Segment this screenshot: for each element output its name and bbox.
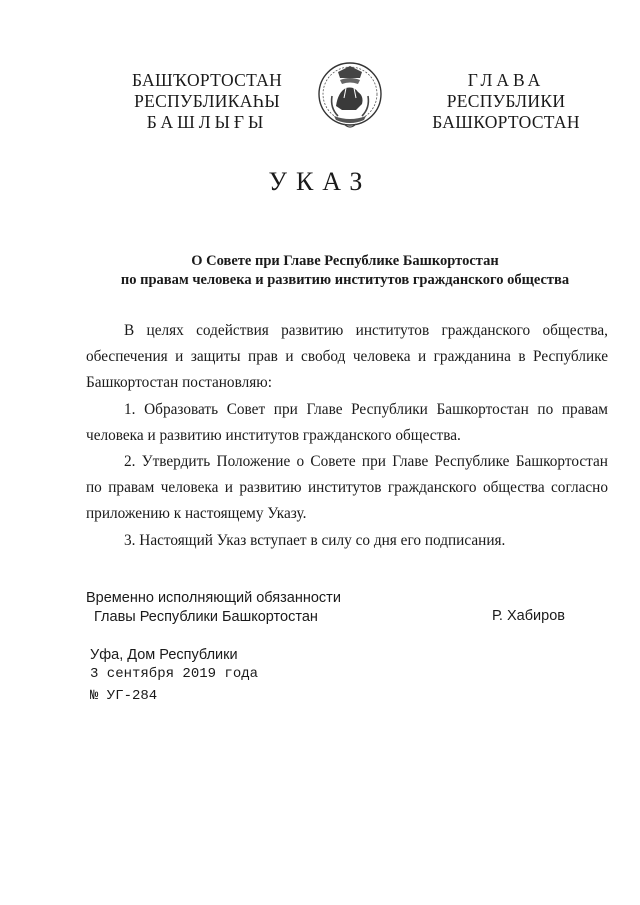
- document-title: УКАЗ: [268, 167, 372, 196]
- header-bashkir-line-1: БАШҠОРТОСТАН: [131, 70, 283, 90]
- document-body: [86, 318, 608, 554]
- header-bashkir-line-2: РЕСПУБЛИКАҺЫ: [134, 91, 280, 111]
- document-subject: [80, 252, 610, 290]
- subject-line-2: по правам человека и развитию институтов гражданского общества: [120, 272, 570, 288]
- issue-date: 3 сентября 2019 года: [90, 666, 259, 682]
- clause-2-paragraph: 2. Утвердить Положение о Совете при Главе Республике Башкортостан по правам человека и развитию институтов гражданского общества согласно приложению к настоящему Указу.: [86, 453, 608, 523]
- header-bashkir-block: [122, 70, 292, 133]
- header-russian-line-1: ГЛАВА: [467, 70, 545, 90]
- signatory-position-line-2: Главы Республики Башкортостан: [94, 609, 318, 625]
- header-bashkir-line-3: БАШЛЫҒЫ: [146, 112, 268, 132]
- preamble-paragraph: В целях содействия развитию институтов гражданского общества, обеспечения и защиты прав и свобод человека и гражданина в Республике Башкортостан постановляю:: [86, 322, 608, 392]
- header-russian-line-3: БАШКОРТОСТАН: [432, 112, 580, 132]
- issue-place: Уфа, Дом Республики: [90, 647, 238, 663]
- clause-1-paragraph: 1. Образовать Совет при Главе Республики Башкортостан по правам человека и развитию институтов гражданского общества.: [86, 400, 608, 444]
- subject-line-1: О Совете при Главе Республике Башкортостан: [191, 253, 499, 269]
- header-russian-block: [424, 70, 588, 133]
- header-russian-line-2: РЕСПУБЛИКИ: [446, 91, 566, 111]
- signatory-name: Р. Хабиров: [492, 608, 565, 624]
- signatory-position: [86, 589, 341, 627]
- signatory-position-line-1: Временно исполняющий обязанности: [86, 590, 341, 606]
- decree-number: № УГ-284: [90, 688, 158, 704]
- republic-coat-of-arms-icon: [316, 58, 384, 136]
- clause-3-paragraph: 3. Настоящий Указ вступает в силу со дня его подписания.: [124, 531, 506, 549]
